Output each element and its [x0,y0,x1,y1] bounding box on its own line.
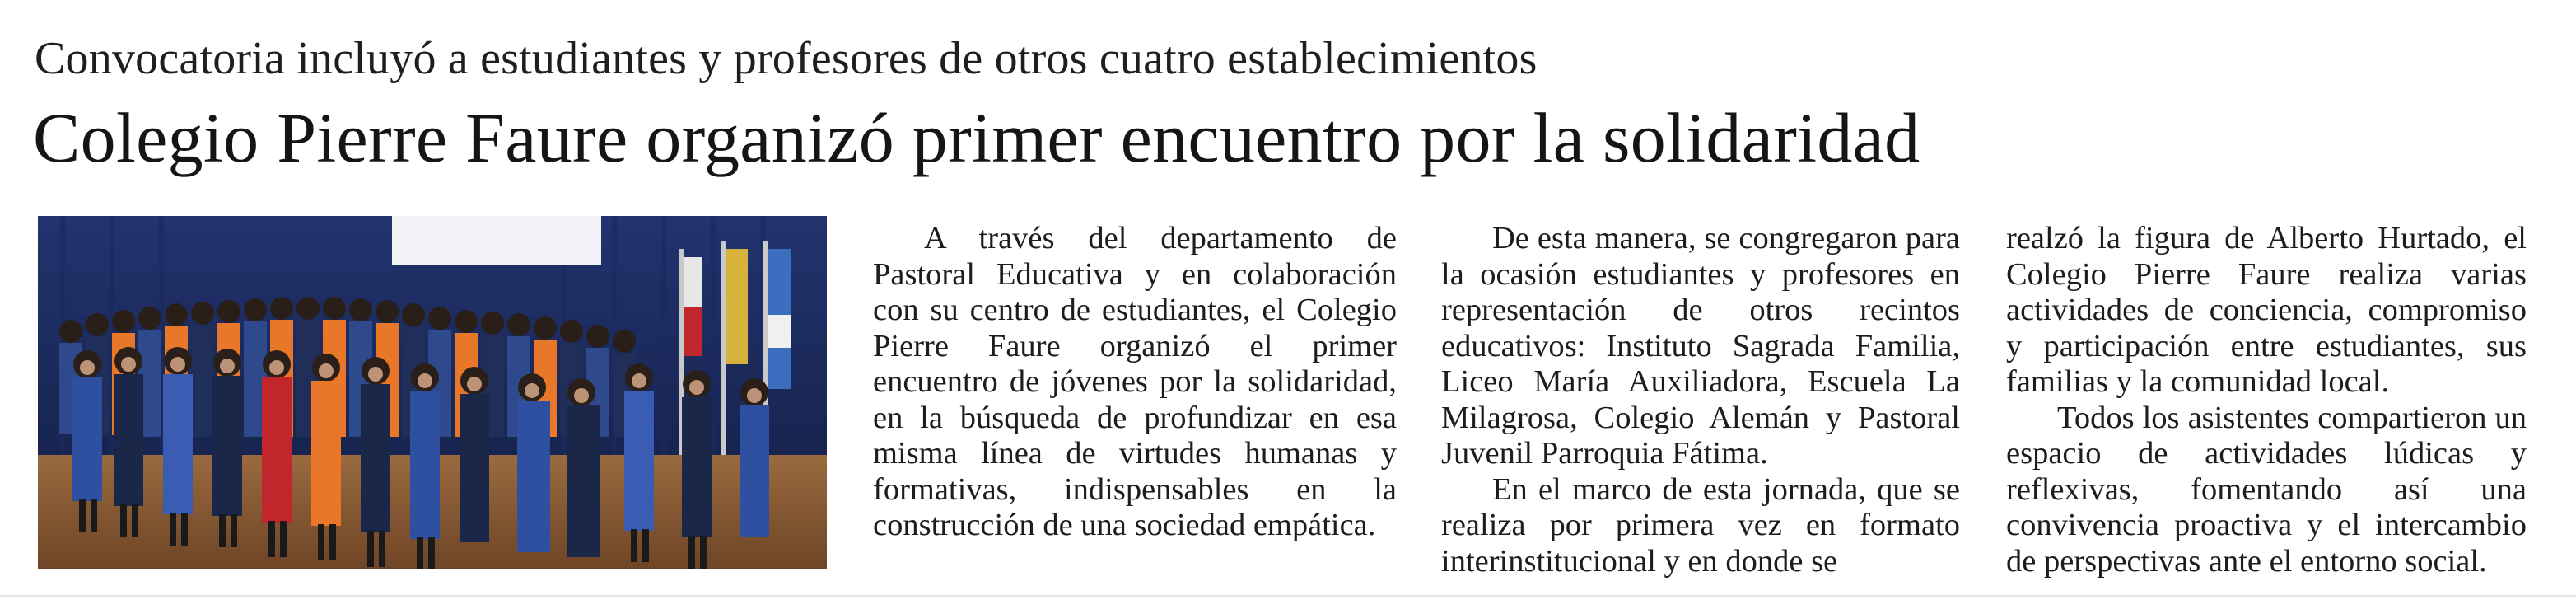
article-kicker: Convocatoria incluyó a estudiantes y profesores de otros cuatro establecimientos [35,33,1538,84]
article-column-2 [1441,221,1960,579]
article-column-1 [873,221,1397,544]
article-paragraph: A través del departamento de Pastoral Educativa y en colaboración con su centro de estudiantes, el Colegio Pierre Faure organizó el primer encuentro de jóvenes por la solidaridad, en la búsqueda de profundizar en esa misma línea de virtudes humanas y formativas, indispensables en la construcción de una sociedad empática. [873,221,1397,542]
bottom-divider [0,595,2576,597]
article-paragraph: realzó la figura de Alberto Hurtado, el Colegio Pierre Faure realiza varias actividades de conciencia, compromiso y participación entre estudiantes, sus familias y la comunidad local. [2006,221,2527,399]
article-column-3 [2006,221,2527,579]
article-paragraph: Todos los asistentes compartieron un espacio de actividades lúdicas y reflexivas, fomentando así una convivencia proactiva y el intercambio de perspectivas ante el entorno social. [2006,400,2527,579]
article-paragraph: De esta manera, se congregaron para la ocasión estudiantes y profesores en representación de otros recintos educativos: Instituto Sagrada Familia, Liceo María Auxiliadora, Escuela La Milagrosa, Colegio Alemán y Pastoral Juvenil Parroquia Fátima. [1441,221,1960,471]
group-photo-image [38,216,827,569]
group-photo [38,216,827,569]
article-paragraph: En el marco de esta jornada, que se realiza por primera vez en formato interinstitucional y en donde se [1441,471,1960,579]
article-headline: Colegio Pierre Faure organizó primer encuentro por la solidaridad [33,98,1920,177]
